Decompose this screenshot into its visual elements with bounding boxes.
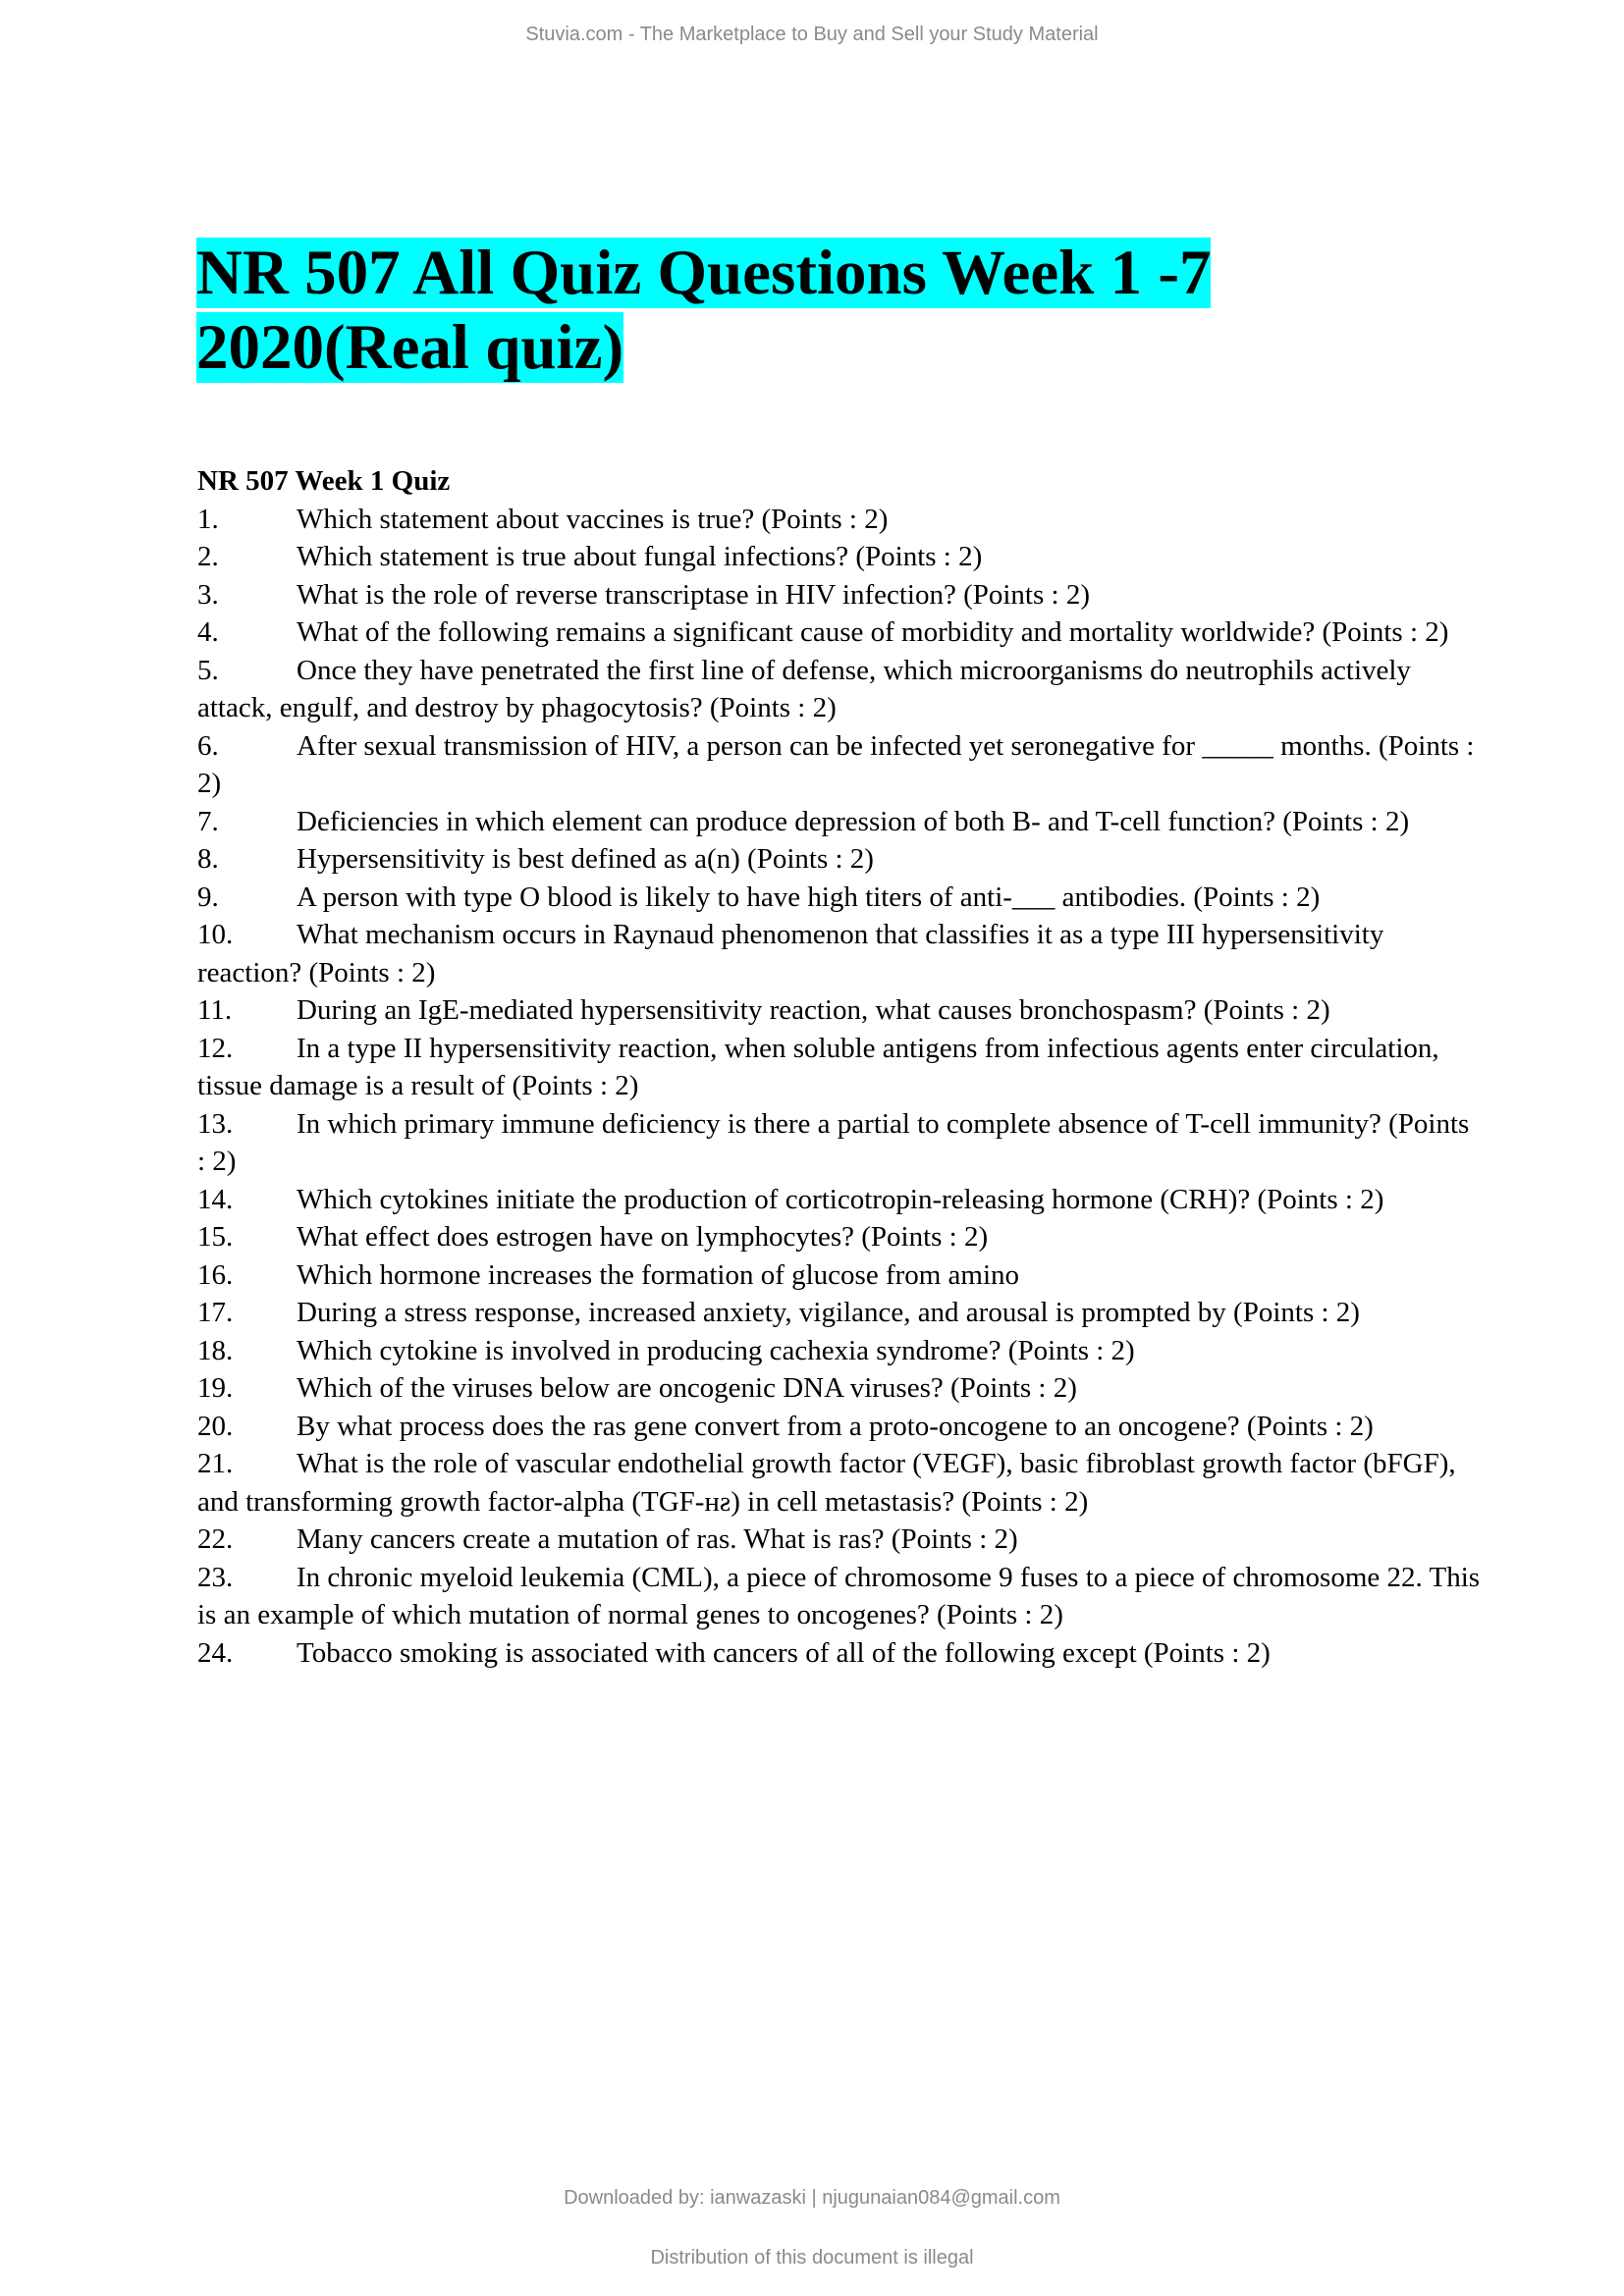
question-text: Tobacco smoking is associated with cancers of all of the following except (Points : 2) [297, 1636, 1271, 1669]
question-item [197, 1105, 1484, 1181]
question-item [197, 1634, 1484, 1673]
question-item [197, 1445, 1484, 1521]
question-item [197, 1521, 1484, 1559]
question-item [197, 501, 1484, 539]
question-item [197, 1218, 1484, 1256]
footer-downloaded-by: Downloaded by: ianwazaski | njugunaian084@gmail.com [564, 2187, 1060, 2209]
question-item [197, 840, 1484, 879]
question-text: Which statement about vaccines is true? (Points : 2) [297, 503, 889, 535]
document-title-line-2: 2020(Real quiz) [196, 312, 624, 383]
question-item [197, 1294, 1484, 1332]
question-item [197, 916, 1484, 991]
question-text: Which statement is true about fungal infections? (Points : 2) [297, 541, 983, 572]
question-text: What of the following remains a significant cause of morbidity and mortality worldwide? (Points : 2) [297, 616, 1449, 648]
question-number: 4. [197, 616, 219, 648]
question-item [197, 991, 1484, 1030]
question-text: Which of the viruses below are oncogenic DNA viruses? (Points : 2) [297, 1372, 1077, 1404]
question-number: 15. [197, 1221, 234, 1253]
question-text: Which cytokines initiate the production of corticotropin-releasing hormone (CRH)? (Points : 2) [297, 1183, 1384, 1215]
question-item [197, 1369, 1484, 1408]
question-number: 9. [197, 881, 219, 913]
question-text: In a type II hypersensitivity reaction, when soluble antigens from infectious agents enter circulation, tissue damage is a result of (Points : 2) [197, 1032, 1439, 1101]
question-text: In chronic myeloid leukemia (CML), a piece of chromosome 9 fuses to a piece of chromosome 22. This is an example of which mutation of normal genes to oncogenes? (Points : 2) [197, 1561, 1481, 1630]
question-number: 17. [197, 1297, 234, 1328]
question-item [197, 1181, 1484, 1219]
question-text: Many cancers create a mutation of ras. What is ras? (Points : 2) [297, 1523, 1018, 1555]
question-item [197, 614, 1484, 652]
question-number: 13. [197, 1107, 234, 1140]
question-text: During a stress response, increased anxiety, vigilance, and arousal is prompted by (Points : 2) [297, 1297, 1360, 1328]
question-text: By what process does the ras gene convert from a proto-oncogene to an oncogene? (Points : 2) [297, 1410, 1374, 1442]
question-text: What is the role of vascular endothelial growth factor (VEGF), basic fibroblast growth factor (bFGF), and transforming growth factor-alpha (TGF-ʜƨ) in cell metastasis? (Points : 2) [197, 1448, 1456, 1518]
question-item [197, 1408, 1484, 1446]
question-number: 18. [197, 1334, 234, 1366]
question-number: 5. [197, 654, 219, 686]
question-number: 22. [197, 1523, 234, 1555]
question-text: What mechanism occurs in Raynaud phenomenon that classifies it as a type III hypersensitivity reaction? (Points : 2) [197, 919, 1384, 988]
question-number: 23. [197, 1561, 234, 1593]
question-text: Which cytokine is involved in producing cachexia syndrome? (Points : 2) [297, 1334, 1135, 1366]
question-text: Deficiencies in which element can produce depression of both B- and T-cell function? (Points : 2) [297, 805, 1410, 837]
question-text: Which hormone increases the formation of glucose from amino [297, 1258, 1020, 1291]
question-text: After sexual transmission of HIV, a person can be infected yet seronegative for _____ months. (Points : 2) [197, 729, 1475, 799]
question-number: 14. [197, 1183, 234, 1215]
question-number: 7. [197, 805, 219, 837]
quiz-content [197, 462, 1484, 1672]
stuvia-header-banner: Stuvia.com - The Marketplace to Buy and Sell your Study Material [525, 24, 1099, 45]
question-item [197, 538, 1484, 576]
question-item [197, 879, 1484, 917]
question-number: 6. [197, 729, 219, 762]
question-text: Hypersensitivity is best defined as a(n) (Points : 2) [297, 843, 874, 875]
question-number: 1. [197, 503, 219, 535]
question-text: In which primary immune deficiency is there a partial to complete absence of T-cell immunity? (Points : 2) [197, 1107, 1470, 1177]
question-item [197, 576, 1484, 614]
question-list [197, 501, 1484, 1673]
section-heading: NR 507 Week 1 Quiz [197, 465, 451, 497]
question-number: 16. [197, 1258, 234, 1291]
question-number: 24. [197, 1636, 234, 1669]
question-number: 21. [197, 1448, 234, 1479]
question-number: 12. [197, 1032, 234, 1064]
question-item [197, 727, 1484, 803]
question-item [197, 1559, 1484, 1634]
document-title-line-1: NR 507 All Quiz Questions Week 1 -7 [196, 238, 1212, 308]
question-item [197, 652, 1484, 727]
question-text: During an IgE-mediated hypersensitivity reaction, what causes bronchospasm? (Points : 2) [297, 994, 1330, 1026]
question-number: 10. [197, 919, 234, 950]
question-item [197, 1256, 1484, 1295]
question-item [197, 1332, 1484, 1370]
question-item [197, 803, 1484, 841]
question-number: 11. [197, 994, 233, 1026]
question-text: Once they have penetrated the first line of defense, which microorganisms do neutrophils actively attack, engulf, and destroy by phagocytosis? (Points : 2) [197, 654, 1411, 723]
question-text: A person with type O blood is likely to have high titers of anti-___ antibodies. (Points : 2) [297, 881, 1321, 913]
question-number: 19. [197, 1372, 234, 1404]
question-text: What effect does estrogen have on lymphocytes? (Points : 2) [297, 1221, 989, 1253]
document-title [196, 236, 1473, 385]
question-number: 3. [197, 578, 219, 611]
question-number: 8. [197, 843, 219, 875]
question-number: 20. [197, 1410, 234, 1442]
question-item [197, 1030, 1484, 1105]
footer-distribution-notice: Distribution of this document is illegal [650, 2247, 974, 2269]
question-text: What is the role of reverse transcriptase in HIV infection? (Points : 2) [297, 578, 1090, 611]
question-number: 2. [197, 541, 219, 572]
